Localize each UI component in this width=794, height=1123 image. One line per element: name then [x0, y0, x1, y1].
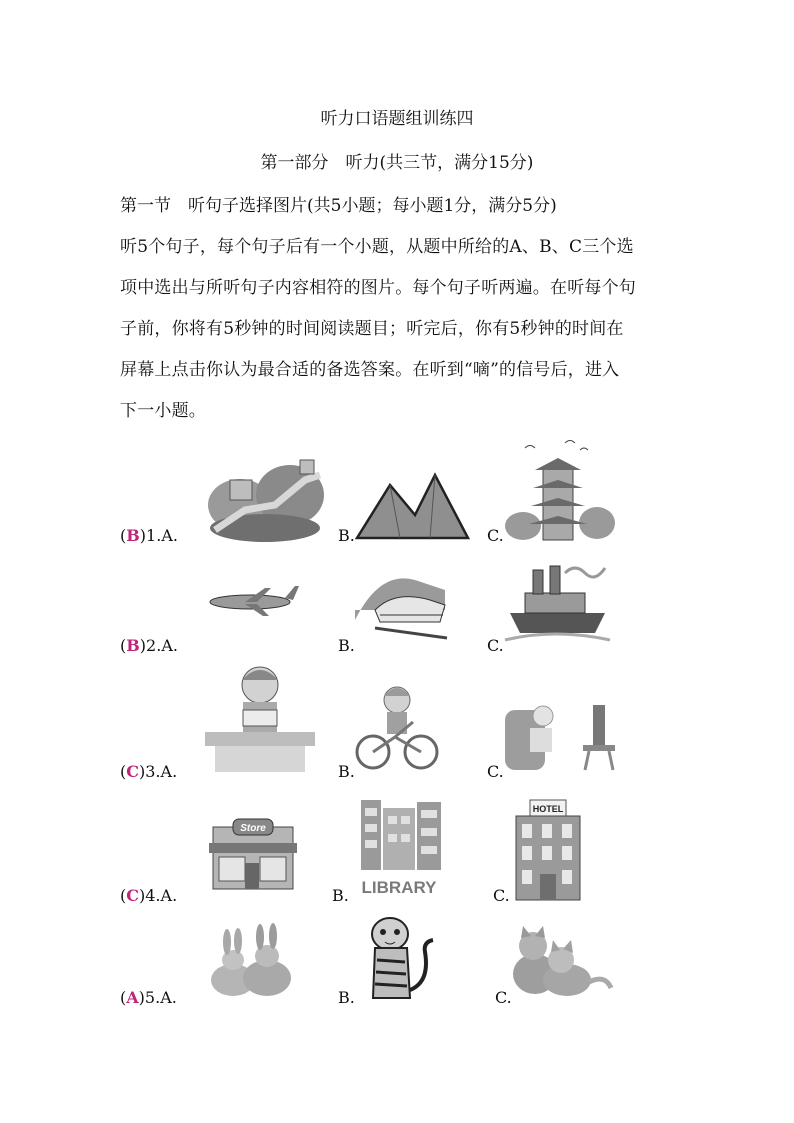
instruction-line: 项中选出与所听句子内容相符的图片。每个句子听两遍。在听每个句: [120, 278, 636, 298]
boy-cycling-image[interactable]: [355, 682, 440, 772]
question-number: 4: [145, 886, 156, 905]
pagoda-image[interactable]: [505, 438, 615, 543]
boy-reading-image[interactable]: [205, 660, 315, 775]
section-heading: 第一节 听句子选择图片(共5小题；每小题1分，满分5分): [120, 196, 557, 216]
kittens-image[interactable]: [505, 924, 615, 1000]
answer-5: A: [126, 988, 139, 1007]
hotel-image[interactable]: [512, 796, 582, 901]
tiger-image[interactable]: [355, 912, 440, 1004]
option-label-c: C.: [487, 636, 504, 655]
great-wall-image[interactable]: [205, 450, 325, 542]
store-sign-text: Store: [240, 823, 266, 834]
rabbits-image[interactable]: [205, 928, 295, 1000]
question-number: 1: [146, 526, 157, 545]
instruction-line: 子前，你将有5秒钟的时间阅读题目；听完后，你有5秒钟的时间在: [120, 319, 624, 339]
page-title: 听力口语题组训练四: [320, 109, 474, 129]
question-1-label: (B)1.A.: [120, 526, 178, 545]
instruction-line: 听5个句子，每个句子后有一个小题，从题中所给的A、B、C三个选: [120, 237, 634, 257]
option-label-b: B.: [332, 886, 349, 905]
option-label-a: A.: [161, 526, 178, 545]
option-label-c: C.: [493, 886, 510, 905]
answer-3: C: [126, 762, 139, 781]
question-3-label: (C)3.A.: [120, 762, 178, 781]
option-label-c: C.: [495, 988, 512, 1007]
answer-1: B: [126, 526, 140, 545]
girl-watching-tv-image[interactable]: [505, 700, 620, 772]
airplane-image[interactable]: [205, 580, 300, 620]
question-5-label: (A)5.A.: [120, 988, 177, 1007]
option-label-a: A.: [160, 762, 178, 781]
instruction-line: 屏幕上点击你认为最合适的备选答案。在听到“嘀”的信号后，进入: [120, 360, 620, 380]
option-label-b: B.: [338, 526, 355, 545]
hotel-sign-text: HOTEL: [532, 804, 564, 814]
option-label-b: B.: [338, 762, 355, 781]
library-image[interactable]: [355, 800, 445, 897]
option-label-a: A.: [160, 988, 177, 1007]
question-number: 5: [144, 988, 156, 1007]
option-label-a: A.: [160, 886, 178, 905]
question-2-label: (B)2.A.: [120, 636, 178, 655]
instructions: [120, 227, 680, 432]
question-4-label: (C)4.A.: [120, 886, 178, 905]
train-image[interactable]: [355, 570, 450, 640]
store-image[interactable]: [205, 815, 300, 895]
option-label-b: B.: [338, 988, 355, 1007]
answer-4: C: [126, 886, 139, 905]
library-sign-text: LIBRARY: [361, 878, 437, 897]
part-heading: 第一部分 听力(共三节，满分15分): [260, 153, 534, 173]
option-label-a: A.: [161, 636, 178, 655]
option-label-c: C.: [487, 526, 504, 545]
mountains-image[interactable]: [355, 470, 470, 540]
option-label-b: B.: [338, 636, 355, 655]
question-number: 3: [145, 762, 156, 781]
instruction-line: 下一小题。: [120, 401, 206, 421]
question-number: 2: [146, 636, 157, 655]
answer-2: B: [126, 636, 140, 655]
ship-image[interactable]: [505, 558, 610, 648]
option-label-c: C.: [487, 762, 504, 781]
